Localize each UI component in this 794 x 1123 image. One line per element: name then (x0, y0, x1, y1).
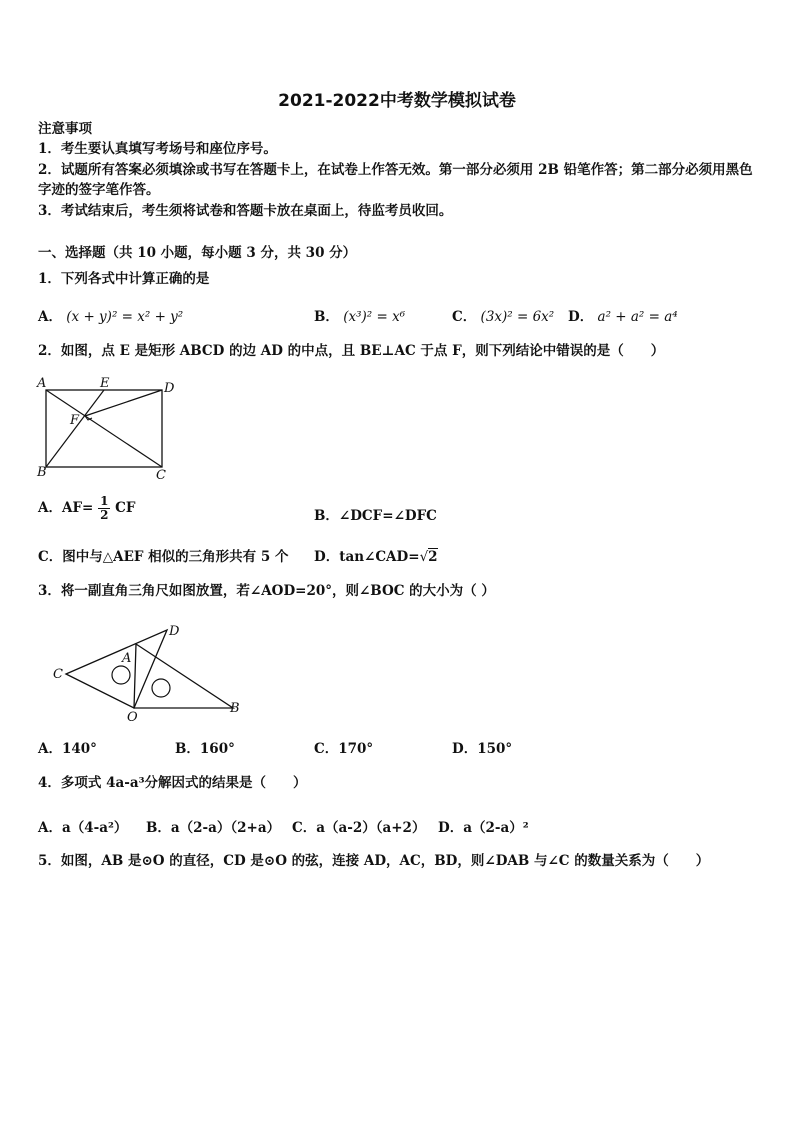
label-f: F (70, 413, 80, 428)
q1-option-c (452, 305, 554, 325)
q2-rectangle-figure (30, 374, 180, 484)
q4-option-b: B．a（2-a）（2+a） (146, 820, 281, 836)
triangle-cod (66, 630, 167, 708)
q1-option-b-letter: B． (314, 309, 339, 325)
q1-option-a-expr: (x + y)² = x² + y² (66, 309, 184, 325)
q2-option-a-prefix: A．AF= (38, 500, 94, 516)
q3-stem: 3．将一副直角三角尺如图放置，若∠AOD=20°，则∠BOC 的大小为（ ） (38, 583, 495, 599)
q1-option-a (38, 305, 183, 325)
triangle-hole-left (112, 666, 130, 684)
q1-option-c-expr: (3x)² = 6x² (480, 309, 555, 325)
fraction-numerator: 1 (100, 494, 109, 508)
label-d: D (164, 381, 175, 396)
q4-option-a: A．a（4-a²） (38, 820, 128, 836)
label-b: B (230, 701, 240, 716)
label-a: A (37, 376, 47, 391)
label-b: B (37, 465, 47, 480)
fraction-one-half (98, 495, 110, 522)
triangle-aob (134, 644, 233, 708)
q3-option-d: D．150° (452, 741, 513, 757)
q1-option-b-expr: (x³)² = x⁶ (343, 309, 406, 325)
notice-heading: 注意事项 (38, 121, 92, 137)
q5-stem: 5．如图，AB 是⊙O 的直径，CD 是⊙O 的弦，连接 AD，AC，BD，则∠DAB 与∠C 的数量关系为（ ） (38, 853, 710, 869)
q1-option-d (568, 305, 678, 325)
triangle-hole-right (152, 679, 170, 697)
q4-option-d: D．a（2-a）² (438, 820, 529, 836)
q2-stem: 2．如图，点 E 是矩形 ABCD 的边 AD 的中点，且 BE⊥AC 于点 F，则下列结论中错误的是（ ） (38, 343, 665, 359)
q1-option-b (314, 305, 405, 325)
diagonal-ac (46, 390, 162, 467)
q3-option-c: C．170° (314, 741, 374, 757)
q4-stem: 4．多项式 4a-a³分解因式的结果是（ ） (38, 775, 307, 791)
label-e: E (100, 376, 110, 391)
q2-option-c: C．图中与△AEF 相似的三角形共有 5 个 (38, 549, 289, 565)
label-o: O (127, 710, 138, 725)
notice-item-1: 1．考生要认真填写考场号和座位序号。 (38, 141, 277, 157)
q1-option-d-letter: D． (568, 309, 594, 325)
segment-df (85, 390, 162, 416)
label-c: C (53, 667, 63, 682)
notice-item-2: 2．试题所有答案必须填涂或书写在答题卡上，在试卷上作答无效。第一部分必须用 2B 铅笔作答；第二部分必须用黑色字迹的签字笔作答。 (38, 162, 753, 198)
label-c: C (156, 468, 166, 483)
label-a: A (122, 651, 132, 666)
q2-option-d-prefix: D．tan∠CAD= (314, 549, 420, 565)
q3-option-b: B．160° (175, 741, 235, 757)
sqrt-radicand: 2 (428, 549, 438, 565)
q4-option-c: C．a（a-2）（a+2） (292, 820, 426, 836)
section-heading: 一、选择题（共 10 小题，每小题 3 分，共 30 分） (38, 245, 357, 261)
q1-stem: 1．下列各式中计算正确的是 (38, 271, 210, 287)
label-d: D (169, 624, 180, 639)
fraction-denominator: 2 (100, 508, 109, 522)
segment-be (46, 390, 104, 467)
q3-triangles-figure (50, 620, 250, 725)
sqrt-sign-icon: √ (419, 549, 429, 565)
notice-item-3: 3．考试结束后，考生须将试卷和答题卡放在桌面上，待监考员收回。 (38, 203, 453, 219)
q2-option-a-suffix: CF (115, 500, 136, 516)
q1-option-a-letter: A． (38, 309, 62, 325)
q3-option-a: A．140° (38, 741, 97, 757)
q1-option-d-expr: a² + a² = a⁴ (597, 309, 678, 325)
page-title: 2021-2022中考数学模拟试卷 (278, 91, 516, 111)
q2-option-a (38, 495, 135, 522)
q2-option-d (314, 545, 438, 565)
q2-option-b: B．∠DCF=∠DFC (314, 508, 437, 524)
q1-option-c-letter: C． (452, 309, 477, 325)
